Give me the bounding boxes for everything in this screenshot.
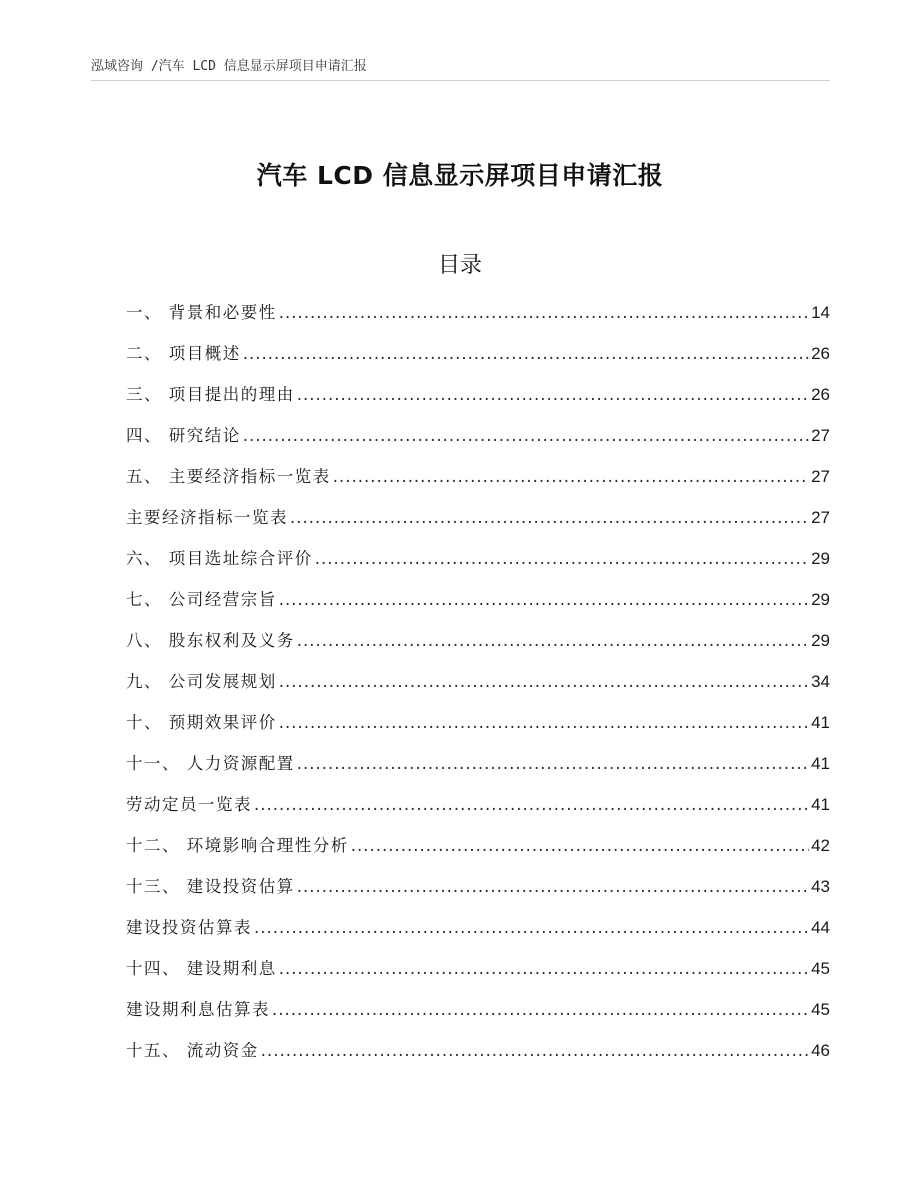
toc-entry-label: 十三、 建设投资估算: [126, 877, 295, 896]
toc-leader-dots: [261, 1041, 809, 1060]
toc-leader-dots: [243, 426, 809, 445]
toc-entry[interactable]: [126, 340, 830, 381]
toc-entry-page: 41: [811, 754, 830, 773]
toc-entry[interactable]: [126, 709, 830, 750]
toc-entry-page: 45: [811, 1000, 830, 1019]
toc-leader-dots: [279, 590, 809, 609]
toc-entry[interactable]: [126, 545, 830, 586]
toc-entry-label: 七、 公司经营宗旨: [126, 590, 277, 609]
toc-entry-label: 九、 公司发展规划: [126, 672, 277, 691]
toc-entry[interactable]: [126, 791, 830, 832]
toc-entry-page: 14: [811, 303, 830, 322]
toc-entry-page: 41: [811, 795, 830, 814]
toc-leader-dots: [272, 1000, 809, 1019]
toc-entry[interactable]: [126, 586, 830, 627]
toc-leader-dots: [290, 508, 809, 527]
toc-entry-page: 43: [811, 877, 830, 896]
toc-entry[interactable]: [126, 627, 830, 668]
toc-entry-label: 十五、 流动资金: [126, 1041, 259, 1060]
toc-leader-dots: [351, 836, 809, 855]
toc-entry[interactable]: [126, 422, 830, 463]
toc-entry-label: 六、 项目选址综合评价: [126, 549, 313, 568]
toc-entry-page: 27: [811, 467, 830, 486]
toc-leader-dots: [254, 795, 809, 814]
document-title: 汽车 LCD 信息显示屏项目申请汇报: [256, 161, 664, 190]
toc-entry-label: 一、 背景和必要性: [126, 303, 277, 322]
toc-leader-dots: [279, 672, 809, 691]
toc-entry-label: 十二、 环境影响合理性分析: [126, 836, 349, 855]
toc-entry[interactable]: [126, 381, 830, 422]
toc-entry-label: 十一、 人力资源配置: [126, 754, 295, 773]
toc-entry-page: 26: [811, 344, 830, 363]
toc-entry-label: 三、 项目提出的理由: [126, 385, 295, 404]
toc-leader-dots: [297, 385, 809, 404]
toc-leader-dots: [315, 549, 809, 568]
toc-leader-dots: [333, 467, 809, 486]
toc-entry-label: 主要经济指标一览表: [126, 508, 288, 527]
toc-entry[interactable]: [126, 299, 830, 340]
toc-entry-page: 45: [811, 959, 830, 978]
toc-leader-dots: [297, 631, 809, 650]
toc-entry-label: 十四、 建设期利息: [126, 959, 277, 978]
toc-leader-dots: [254, 918, 809, 937]
toc-entry-page: 29: [811, 590, 830, 609]
toc-entry-page: 27: [811, 508, 830, 527]
toc-entry[interactable]: [126, 955, 830, 996]
toc-entry-page: 44: [811, 918, 830, 937]
toc-entry[interactable]: [126, 463, 830, 504]
toc-leader-dots: [243, 344, 809, 363]
toc-entry-page: 41: [811, 713, 830, 732]
toc-entry[interactable]: [126, 873, 830, 914]
toc-entry-label: 八、 股东权利及义务: [126, 631, 295, 650]
toc-leader-dots: [279, 959, 809, 978]
toc-entry[interactable]: [126, 1037, 830, 1078]
toc-entry-label: 四、 研究结论: [126, 426, 241, 445]
toc-entry-label: 十、 预期效果评价: [126, 713, 277, 732]
toc-entry-label: 劳动定员一览表: [126, 795, 252, 814]
toc-entry-label: 建设投资估算表: [126, 918, 252, 937]
toc-entry[interactable]: [126, 832, 830, 873]
toc-entry-page: 26: [811, 385, 830, 404]
toc-entry-page: 46: [811, 1041, 830, 1060]
toc-leader-dots: [279, 303, 809, 322]
toc-entry-page: 42: [811, 836, 830, 855]
toc-entry-label: 建设期利息估算表: [126, 1000, 270, 1019]
toc-entry-label: 二、 项目概述: [126, 344, 241, 363]
page-header: 泓域咨询 /汽车 LCD 信息显示屏项目申请汇报: [91, 59, 367, 74]
toc-leader-dots: [297, 877, 809, 896]
toc-entry-page: 27: [811, 426, 830, 445]
toc-leader-dots: [279, 713, 809, 732]
toc-leader-dots: [297, 754, 809, 773]
toc-entry-label: 五、 主要经济指标一览表: [126, 467, 331, 486]
toc-entry-page: 34: [811, 672, 830, 691]
toc-entry-page: 29: [811, 631, 830, 650]
toc-entry[interactable]: [126, 750, 830, 791]
toc-entry-page: 29: [811, 549, 830, 568]
header-divider: [91, 80, 830, 81]
toc-entry[interactable]: [126, 996, 830, 1037]
toc-heading: 目录: [437, 253, 482, 278]
toc-entry[interactable]: [126, 914, 830, 955]
table-of-contents: [126, 299, 830, 1078]
toc-entry[interactable]: [126, 668, 830, 709]
toc-entry[interactable]: [126, 504, 830, 545]
